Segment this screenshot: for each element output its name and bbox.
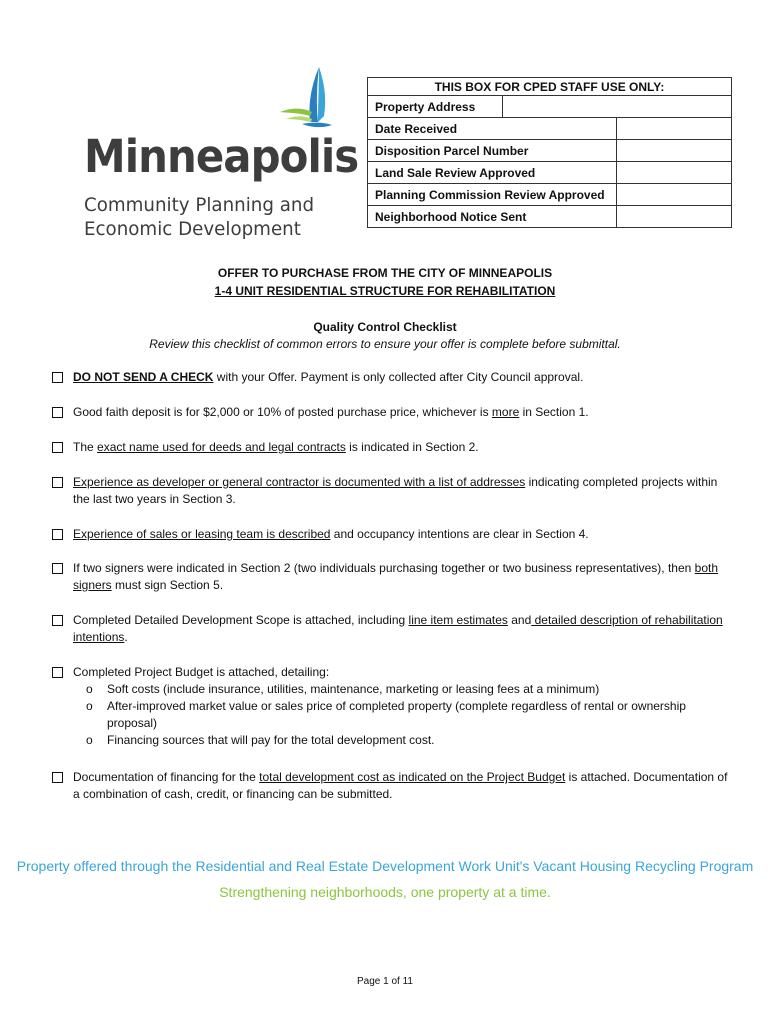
item-text: is attached. Documentation of a combination of cash, credit, or financing can be submitted. — [73, 770, 728, 801]
program-tagline: Property offered through the Residential and Real Estate Development Work Unit's Vacant Housing Recycling Program — [16, 858, 754, 874]
date-received-field[interactable] — [617, 118, 732, 140]
cped-logo — [84, 64, 359, 244]
logo-subtitle-line2: Economic Development — [84, 218, 301, 240]
item-text: . — [124, 630, 128, 644]
bullet-marker: o — [86, 699, 93, 713]
checkbox[interactable] — [52, 772, 63, 783]
item-text: must sign Section 5. — [111, 578, 224, 592]
item-text-emphasis: total development cost as indicated on the Project Budget — [259, 770, 566, 784]
item-text-emphasis: more — [491, 405, 520, 419]
checkbox[interactable] — [52, 615, 63, 626]
item-text-emphasis: Experience of sales or leasing team is described — [73, 527, 331, 541]
item-text: is indicated in Section 2. — [345, 440, 479, 454]
checkbox[interactable] — [52, 372, 63, 383]
checklist-item — [52, 612, 732, 646]
item-text: If two signers were indicated in Section 2 (two individuals purchasing together or two business representatives), then — [73, 561, 695, 575]
property-address-label: Property Address — [368, 96, 503, 118]
checklist-item — [52, 439, 732, 456]
sub-bullet-item — [87, 698, 732, 732]
sub-bullet-text: Soft costs (include insurance, utilities, maintenance, marketing or leasing fees at a minimum) — [107, 682, 600, 696]
date-received-label: Date Received — [368, 118, 617, 140]
sub-bullet-text: After-improved market value or sales price of completed property (complete regardless of rental or ownership proposal) — [107, 699, 686, 730]
disposition-parcel-label: Disposition Parcel Number — [368, 140, 617, 162]
checkbox[interactable] — [52, 667, 63, 678]
item-text: Good faith deposit is for $2,000 or 10% of posted purchase price, whichever is — [73, 405, 492, 419]
item-text: Completed Detailed Development Scope is attached, including — [73, 613, 409, 627]
sub-bullet-text: Financing sources that will pay for the total development cost. — [107, 733, 435, 747]
bullet-marker: o — [86, 682, 93, 696]
item-text-emphasis: both signers — [73, 561, 719, 592]
page-number: Page 1 of 11 — [357, 976, 413, 987]
staff-box-header: THIS BOX FOR CPED STAFF USE ONLY: — [368, 78, 732, 96]
item-text: Completed Project Budget is attached, detailing: — [73, 665, 330, 679]
checklist-item — [52, 369, 732, 386]
item-text-emphasis: Experience as developer or general contractor is documented with a list of addresses — [73, 475, 526, 489]
checklist-item — [52, 560, 732, 594]
slogan: Strengthening neighborhoods, one property at a time. — [219, 884, 551, 900]
item-text: and occupancy intentions are clear in Section 4. — [330, 527, 589, 541]
staff-use-table — [367, 77, 732, 228]
checkbox[interactable] — [52, 407, 63, 418]
sailboat-logo-icon — [272, 64, 347, 139]
checkbox[interactable] — [52, 442, 63, 453]
checklist-instruction: Review this checklist of common errors to ensure your offer is complete before submittal. — [149, 337, 621, 351]
checklist-item — [52, 404, 732, 421]
item-text: in Section 1. — [519, 405, 589, 419]
planning-commission-field[interactable] — [617, 184, 732, 206]
document-subtitle: 1-4 UNIT RESIDENTIAL STRUCTURE FOR REHABILITATION — [214, 284, 556, 298]
property-address-field[interactable] — [503, 96, 732, 118]
document-title: OFFER TO PURCHASE FROM THE CITY OF MINNEAPOLIS — [217, 266, 553, 280]
logo-subtitle-line1: Community Planning and — [84, 194, 315, 216]
neighborhood-notice-label: Neighborhood Notice Sent — [368, 206, 617, 228]
item-text-emphasis: detailed description of rehabilitation intentions — [73, 613, 723, 644]
checklist-item — [52, 526, 732, 543]
checklist-item — [52, 664, 732, 749]
land-sale-review-label: Land Sale Review Approved — [368, 162, 617, 184]
land-sale-review-field[interactable] — [617, 162, 732, 184]
item-text-emphasis: DO NOT SEND A CHECK — [73, 370, 214, 384]
item-text: and — [507, 613, 532, 627]
sub-bullet-item — [87, 732, 732, 749]
item-text-emphasis: exact name used for deeds and legal contracts — [97, 440, 346, 454]
checkbox[interactable] — [52, 529, 63, 540]
checkbox[interactable] — [52, 563, 63, 574]
item-text: The — [73, 440, 98, 454]
checkbox[interactable] — [52, 477, 63, 488]
item-text: with your Offer. Payment is only collected after City Council approval. — [213, 370, 584, 384]
neighborhood-notice-field[interactable] — [617, 206, 732, 228]
item-text: indicating completed projects within the last two years in Section 3. — [73, 475, 718, 506]
item-text-emphasis: line item estimates — [408, 613, 508, 627]
checklist-heading: Quality Control Checklist — [313, 320, 457, 334]
item-text: Documentation of financing for the — [73, 770, 260, 784]
checklist-item — [52, 769, 732, 803]
bullet-marker: o — [86, 733, 93, 747]
planning-commission-label: Planning Commission Review Approved — [368, 184, 617, 206]
logo-title: Minneapolis — [84, 130, 359, 183]
checklist-item — [52, 474, 732, 508]
sub-bullet-item — [87, 681, 732, 698]
disposition-parcel-field[interactable] — [617, 140, 732, 162]
